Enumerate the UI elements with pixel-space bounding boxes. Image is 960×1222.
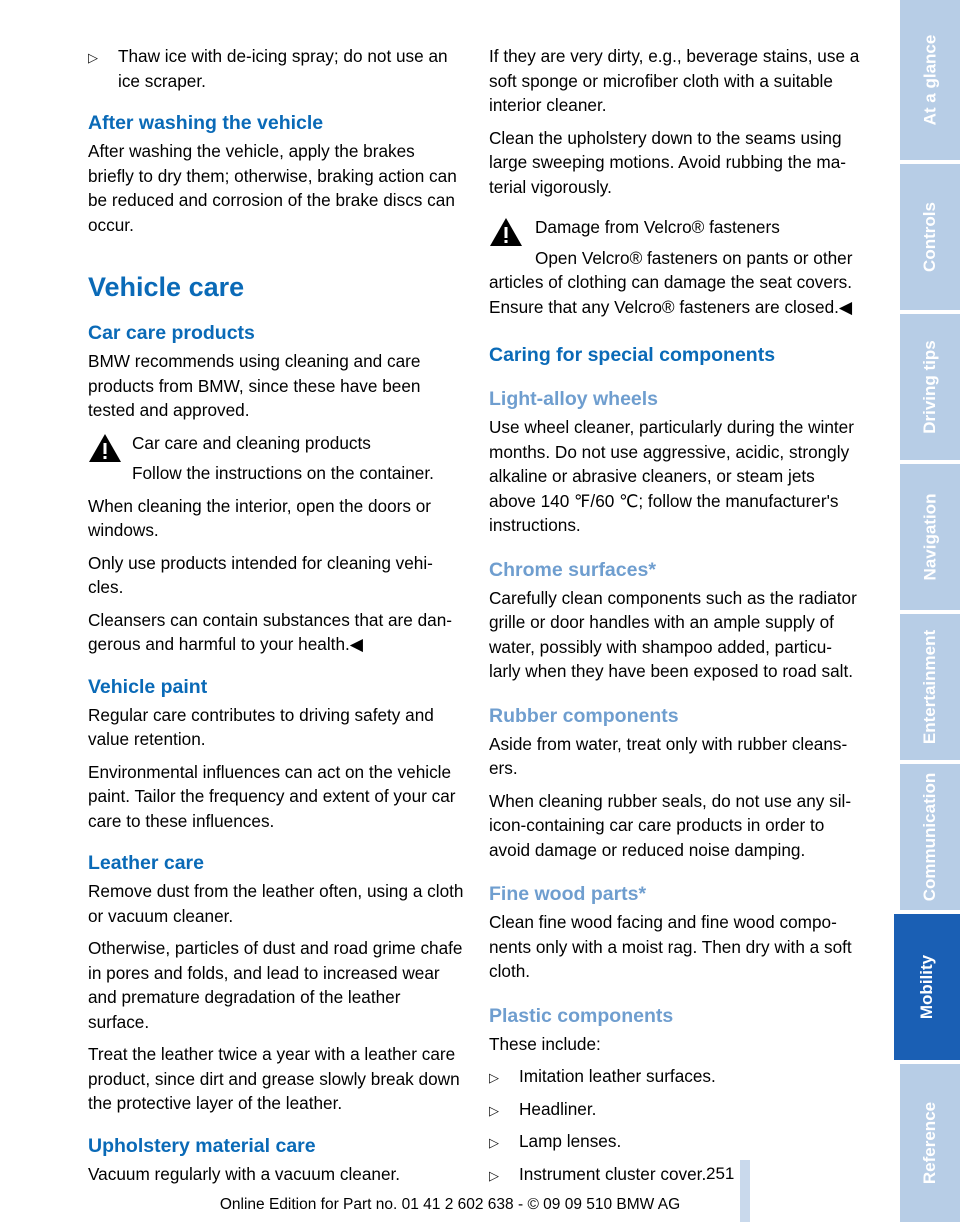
tab-controls[interactable] — [900, 164, 960, 310]
triangle-bullet-icon: ▷ — [489, 1070, 499, 1085]
vehicle-paint-heading: Vehicle paint — [88, 675, 208, 698]
tab-label: Communication — [920, 772, 940, 902]
tab-label: Mobility — [917, 954, 936, 1020]
plastic-intro: These include: — [489, 1033, 601, 1054]
alloy-wheels-heading: Light-alloy wheels — [489, 388, 659, 410]
upholstery-text: Clean the upholstery down to the seams using large sweeping motions. Avoid rubbing the ma-terial vigorously. — [489, 127, 847, 197]
list-item — [489, 1129, 863, 1156]
page-number: 251 — [706, 1164, 735, 1183]
chapter-tabs — [900, 0, 960, 1222]
wood-heading: Fine wood parts* — [489, 883, 647, 905]
leather-text: Otherwise, particles of dust and road grime chafe in pores and folds, and lead to increased wear and premature degradation of the leather surface. — [88, 938, 463, 1032]
tab-mobility[interactable] — [894, 914, 960, 1060]
car-care-heading: Car care products — [88, 322, 255, 344]
paint-text: Environmental influences can act on the vehicle paint. Tailor the frequency and extent of your car care to these influences. — [88, 761, 456, 831]
list-item — [88, 44, 464, 93]
tab-navigation[interactable] — [900, 464, 960, 610]
tab-communication[interactable] — [900, 764, 960, 910]
tab-label: Driving tips — [920, 340, 940, 434]
rubber-text: Aside from water, treat only with rubber cleans-ers. — [489, 733, 848, 778]
leather-care-heading: Leather care — [88, 852, 204, 874]
warning-title: Damage from Velcro® fasteners — [535, 217, 780, 237]
tab-label: Reference — [920, 1101, 939, 1185]
tab-label: Controls — [920, 202, 940, 272]
warning-paragraph: Only use products intended for cleaning vehi-cles. — [88, 552, 433, 597]
warning-paragraph: Cleansers can contain substances that are dan-gerous and harmful to your health.◀ — [88, 609, 453, 654]
after-washing-text: After washing the vehicle, apply the brakes briefly to dry them; otherwise, braking action can be reduced and corrosion of the brake discs can occur. — [88, 141, 457, 235]
car-care-warning — [88, 431, 464, 486]
list-item — [489, 1064, 863, 1091]
after-washing-heading: After washing the vehicle — [88, 112, 324, 134]
left-column — [88, 44, 464, 1194]
footer: Online Edition for Part no. 01 41 2 602 638 - © 09 09 510 BMW AG — [219, 1196, 681, 1213]
bullet-text: Imitation leather surfaces. — [519, 1066, 716, 1086]
vehicle-care-heading: Vehicle care — [88, 272, 245, 302]
upholstery-text: If they are very dirty, e.g., beverage stains, use a soft sponge or microfiber cloth with a suitable interior cleaner. — [489, 46, 860, 115]
tab-at-a-glance[interactable] — [900, 0, 960, 160]
plastic-heading: Plastic components — [489, 1004, 674, 1027]
bullet-text: Lamp lenses. — [519, 1131, 622, 1151]
tab-driving-tips[interactable] — [900, 314, 960, 460]
warning-icon — [88, 433, 122, 470]
warning-line: articles of clothing can damage the seat covers. Ensure that any Velcro® fasteners are closed.◀ — [489, 272, 853, 317]
leather-text: Remove dust from the leather often, using a cloth or vacuum cleaner. — [88, 881, 464, 926]
triangle-bullet-icon: ▷ — [489, 1102, 499, 1118]
tab-label: At a glance — [920, 34, 940, 126]
warning-line: Follow the instructions on the container. — [132, 463, 434, 483]
list-item — [489, 1097, 863, 1124]
leather-text: Treat the leather twice a year with a leather care product, since dirt and grease slowly break down the protective layer of the leather. — [88, 1044, 460, 1113]
triangle-bullet-icon: ▷ — [489, 1135, 499, 1150]
list-item — [489, 1162, 863, 1189]
upholstery-text: Vacuum regularly with a vacuum cleaner. — [88, 1163, 401, 1184]
warning-title: Car care and cleaning products — [132, 432, 371, 453]
velcro-warning — [489, 215, 863, 319]
chrome-text: Carefully clean components such as the radiator grille or door handles with an ample supply of water, possibly with shampoo added, particu-larly when they have been exposed to road salt. — [489, 587, 857, 681]
warning-paragraph: When cleaning the interior, open the doors or windows. — [88, 495, 432, 540]
tab-label: Entertainment — [920, 629, 940, 745]
bullet-text: Headliner. — [519, 1098, 597, 1119]
special-components-heading: Caring for special components — [489, 344, 776, 366]
tab-entertainment[interactable] — [900, 614, 960, 760]
upholstery-heading: Upholstery material care — [88, 1134, 316, 1157]
warning-line: Open Velcro® fasteners on pants or other — [535, 247, 853, 268]
bullet-text: Thaw ice with de-icing spray; do not use an ice scraper. — [118, 46, 448, 91]
car-care-text: BMW recommends using cleaning and care products from BMW, since these have been tested and approved. — [88, 351, 421, 420]
paint-text: Regular care contributes to driving safety and value retention. — [88, 704, 434, 749]
tab-label: Navigation — [920, 493, 939, 581]
wood-text: Clean fine wood facing and fine wood compo-nents only with a moist rag. Then dry with a soft cloth. — [489, 912, 852, 981]
alloy-text: Use wheel cleaner, particularly during the winter months. Do not use aggressive, acidic, strongly alkaline or abrasive cleaners, or steam jets above 140 ℉/60 ℃; follow the manufacturer's instructions. — [489, 417, 854, 535]
bullet-text: Instrument cluster cover. — [519, 1163, 707, 1184]
triangle-bullet-icon: ▷ — [489, 1167, 499, 1183]
warning-icon — [489, 217, 523, 254]
triangle-bullet-icon: ▷ — [88, 50, 98, 65]
right-column — [489, 44, 863, 1194]
rubber-text: When cleaning rubber seals, do not use any sil-icon-containing car care products in order to avoid damage or reduced noise damping. — [489, 790, 852, 860]
chrome-heading: Chrome surfaces* — [489, 558, 656, 581]
rubber-heading: Rubber components — [489, 704, 679, 727]
tab-reference[interactable] — [900, 1064, 960, 1222]
